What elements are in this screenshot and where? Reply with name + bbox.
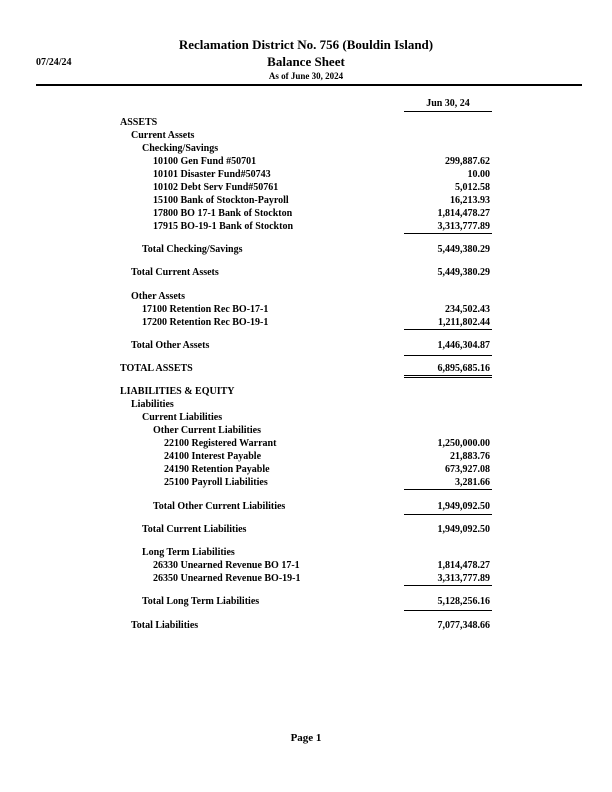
row-label: 25100 Payroll Liabilities xyxy=(164,477,268,488)
row-amount: 1,949,092.50 xyxy=(437,501,490,512)
row-amount: 673,927.08 xyxy=(445,464,490,475)
row-amount: 7,077,348.66 xyxy=(437,620,490,631)
subtotal-rule xyxy=(404,489,492,490)
row-amount: 6,895,685.16 xyxy=(437,363,490,374)
row-label: Other Assets xyxy=(131,291,185,302)
row-label: 22100 Registered Warrant xyxy=(164,438,277,449)
double-rule xyxy=(404,375,492,378)
account-row xyxy=(0,450,612,463)
subtotal-rule xyxy=(404,329,492,330)
row-amount: 1,211,802.44 xyxy=(438,317,490,328)
total-row xyxy=(0,500,612,513)
row-amount: 299,887.62 xyxy=(445,156,490,167)
row-label: 17100 Retention Rec BO-17-1 xyxy=(142,304,269,315)
row-label: 26330 Unearned Revenue BO 17-1 xyxy=(153,560,300,571)
total-row xyxy=(0,619,612,632)
row-label: 10100 Gen Fund #50701 xyxy=(153,156,257,167)
account-row xyxy=(0,476,612,489)
account-row xyxy=(0,463,612,476)
row-label: Total Current Liabilities xyxy=(142,524,247,535)
header-rule xyxy=(36,84,582,86)
row-amount: 1,814,478.27 xyxy=(437,208,490,219)
row-amount: 10.00 xyxy=(467,169,490,180)
row-label: 10101 Disaster Fund#50743 xyxy=(153,169,271,180)
row-label: Total Other Current Liabilities xyxy=(153,501,286,512)
row-label: TOTAL ASSETS xyxy=(120,363,193,374)
account-row xyxy=(0,437,612,450)
account-row xyxy=(0,207,612,220)
subtotal-rule xyxy=(404,355,492,356)
row-label: 17915 BO-19-1 Bank of Stockton xyxy=(153,221,294,232)
total-row xyxy=(0,523,612,536)
row-label: Checking/Savings xyxy=(142,143,219,154)
report-date: 07/24/24 xyxy=(36,57,72,68)
account-row xyxy=(0,559,612,572)
account-row xyxy=(0,168,612,181)
total-row xyxy=(0,339,612,352)
row-amount: 5,012.58 xyxy=(455,182,490,193)
row-amount: 21,883.76 xyxy=(450,451,490,462)
section-liabilities-equity xyxy=(0,385,612,398)
row-amount: 1,446,304.87 xyxy=(437,340,490,351)
subtotal-rule xyxy=(404,233,492,234)
report-as-of: As of June 30, 2024 xyxy=(268,71,344,81)
group-liabilities xyxy=(0,398,612,411)
row-label: Other Current Liabilities xyxy=(153,425,261,436)
group-long-term-liabilities xyxy=(0,546,612,559)
row-amount: 234,502.43 xyxy=(445,304,490,315)
group-other-assets xyxy=(0,290,612,303)
total-row xyxy=(0,266,612,279)
row-label: ASSETS xyxy=(120,117,158,128)
section-assets xyxy=(0,116,612,129)
row-label: 15100 Bank of Stockton-Payroll xyxy=(153,195,289,206)
account-row xyxy=(0,572,612,585)
row-label: Total Current Assets xyxy=(131,267,219,278)
subtotal-rule xyxy=(404,610,492,611)
row-label: Current Liabilities xyxy=(142,412,223,423)
row-label: 26350 Unearned Revenue BO-19-1 xyxy=(153,573,301,584)
row-label: Current Assets xyxy=(131,130,195,141)
subtotal-rule xyxy=(404,585,492,586)
row-label: Total Long Term Liabilities xyxy=(142,596,260,607)
row-label: 17200 Retention Rec BO-19-1 xyxy=(142,317,269,328)
row-label: Liabilities xyxy=(131,399,174,410)
group-current-liabilities xyxy=(0,411,612,424)
row-label: 17800 BO 17-1 Bank of Stockton xyxy=(153,208,293,219)
row-amount: 3,313,777.89 xyxy=(437,573,490,584)
row-amount: 3,313,777.89 xyxy=(437,221,490,232)
row-label: LIABILITIES & EQUITY xyxy=(120,386,235,397)
row-label: Total Liabilities xyxy=(131,620,199,631)
total-row xyxy=(0,595,612,608)
row-amount: 3,281.66 xyxy=(455,477,490,488)
row-amount: 5,449,380.29 xyxy=(437,244,490,255)
row-amount: 5,449,380.29 xyxy=(437,267,490,278)
account-row xyxy=(0,194,612,207)
account-row xyxy=(0,220,612,233)
row-amount: 5,128,256.16 xyxy=(437,596,490,607)
grand-total-row xyxy=(0,362,612,375)
row-amount: 1,250,000.00 xyxy=(437,438,490,449)
row-label: Total Other Assets xyxy=(131,340,210,351)
row-label: 24190 Retention Payable xyxy=(164,464,270,475)
company-title: Reclamation District No. 756 (Bouldin Island) xyxy=(178,37,434,52)
group-current-assets xyxy=(0,129,612,142)
row-label: 24100 Interest Payable xyxy=(164,451,262,462)
group-checking-savings xyxy=(0,142,612,155)
row-label: 10102 Debt Serv Fund#50761 xyxy=(153,182,279,193)
column-header-rule xyxy=(404,111,492,112)
column-header: Jun 30, 24 xyxy=(426,98,470,109)
page-number: Page 1 xyxy=(290,732,322,744)
row-label: Total Checking/Savings xyxy=(142,244,243,255)
account-row xyxy=(0,181,612,194)
row-amount: 16,213.93 xyxy=(450,195,490,206)
row-amount: 1,814,478.27 xyxy=(437,560,490,571)
subtotal-rule xyxy=(404,514,492,515)
total-row xyxy=(0,243,612,256)
row-label: Long Term Liabilities xyxy=(142,547,235,558)
account-row xyxy=(0,155,612,168)
group-other-current-liabilities xyxy=(0,424,612,437)
row-amount: 1,949,092.50 xyxy=(437,524,490,535)
report-title: Balance Sheet xyxy=(267,54,345,69)
account-row xyxy=(0,316,612,329)
account-row xyxy=(0,303,612,316)
